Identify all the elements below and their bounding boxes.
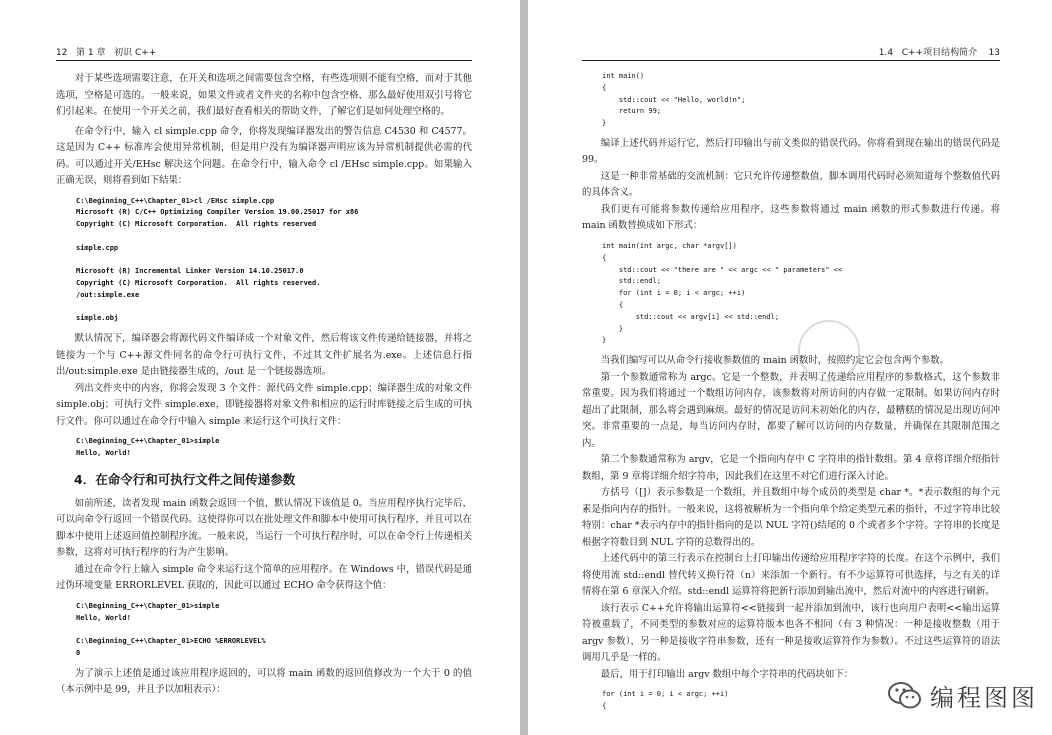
paragraph: 在命令行中，输入 cl simple.cpp 命令，你将发现编译器发出的警告信息 C4530 和 C4577。这是因为 C++ 标准库会使用异常机制，但是用户没有为编译器声明应该为异常机制提供必需的代码。可以通过开关/EHsc 解决这个问题。在命令行中，输入命令 cl /EHsc simple.cpp。如果输入正确无误，则将看到如下结果： — [56, 125, 472, 186]
left-page — [0, 0, 520, 735]
code-block: int main() { std::cout << "Hello, world!n"; return 99; } — [602, 72, 746, 128]
section-heading: 4．在命令行和可执行文件之间传递参数 — [74, 471, 296, 487]
paragraph: 这是一种非常基础的交流机制：它只允许传递整数值，脚本调用代码时必须知道每个整数值代码的具体含义。 — [582, 170, 1000, 199]
paragraph: 方括号（[]）表示参数是一个数组，并且数组中每个成员的类型是 char *。*表示数组的每个元素是指向内存的指针。一般来说，这将被解析为一个指向单个给定类型元素的指针，不过字符串比较特别：char *表示内存中的指针指向的是以 NUL 字符()结尾的 0 个或者多个字符。字符串的长度是根据字符数目到 NUL 字符的总数得出的。 — [582, 487, 1000, 548]
right-running-head — [582, 42, 1000, 61]
left-chapter-title: 初识 C++ — [114, 48, 157, 58]
right-page — [528, 0, 1052, 735]
paragraph: 第一个参数通常称为 argc。它是一个整数，并表明了传递给应用程序的参数格式，这个参数非常重要。因为我们将通过一个数组访问内存，该参数将对所访问的内存做一定限制。如果访问内存时超出了此限制，那么将会遇到麻烦。最好的情况是访问未初始化的内存，最糟糕的情况是出现访问冲突。非常重要的一点是，每当访问内存时，都要了解可以访问的内存数量，并确保在其限制范围之内。 — [582, 371, 1000, 449]
paragraph: 列出文件夹中的内容，你将会发现 3 个文件：源代码文件 simple.cpp；编译器生成的对象文件 simple.obj；可执行文件 simple.exe，即链接器将对象文件和相应的运行时库链接之后生成的可执行文件。你可以通过在命令行中输入 simple 来运行这个可执行文件： — [56, 382, 472, 427]
code-block: C:\Beginning_C++\Chapter_01>simple Hello, World! — [76, 437, 220, 458]
watermark — [888, 678, 1038, 713]
right-page-number: 13 — [988, 48, 1000, 58]
faint-stamp — [798, 320, 860, 382]
paragraph: 编译上述代码并运行它，然后打印输出与前文类似的错误代码。你将看到现在输出的错误代码是 99。 — [582, 137, 1000, 166]
paragraph: 该行表示 C++允许将输出运算符<<链接到一起并添加到流中，该行也向用户表明<<输出运算符被重载了，不同类型的参数对应的运算符版本也各不相同（有 3 种情况：一种是接收整数（用于 argv 参数），另一种是接收字符串参数，还有一种是接收运算符作为参数）。不过这些运算符的语法调用几乎是一样的。 — [582, 602, 1000, 664]
paragraph: 我们更有可能将参数传递给应用程序，这些参数将通过 main 函数的形式参数进行传递。将 main 函数替换成如下形式： — [582, 203, 1000, 232]
code-block: C:\Beginning_C++\Chapter_01>simple Hello, World! C:\Beginning_C++\Chapter_01>ECHO %ERRORLEVEL% 0 — [76, 601, 266, 658]
left-page-number: 12 — [56, 48, 68, 58]
code-block: C:\Beginning_C++\Chapter_01>cl /EHsc simple.cpp Microsoft (R) C/C++ Optimizing Compiler Version 19.00.25017 for x86 Copyright (C) Microsoft Corporation. All rights reserved simple.cpp Microsoft (R) Incremental Linker Version 14.10.25017.0 Copyright (C) Microsoft Corporation. All rights reserved. /out:simple.exe simple.obj — [76, 196, 359, 323]
watermark-text: 编程图图 — [930, 684, 1038, 712]
paragraph: 最后，用于打印输出 argv 数组中每个字符串的代码块如下： — [600, 668, 854, 680]
paragraph: 通过在命令行上输入 simple 命令来运行这个简单的应用程序。在 Windows 中，错误代码是通过伪环境变量 ERRORLEVEL 获取的，因此可以通过 ECHO 命令获得这个值： — [56, 563, 472, 592]
paragraph: 为了演示上述值是通过该应用程序返回的，可以将 main 函数的返回值修改为一个大于 0 的值（本示例中是 99，并且予以加粗表示）： — [56, 667, 472, 696]
left-running-head — [56, 42, 472, 61]
wechat-icon — [888, 681, 922, 711]
code-block: int main(int argc, char *argv[]) { std::cout << "there are " << argc << " parameters" << std::endl; for (int i = 0; i < argc; ++i) { std::cout << argv[i] << std::endl; } } — [602, 241, 843, 345]
paragraph: 如前所述，读者发现 main 函数会返回一个值，默认情况下该值是 0。当应用程序执行完毕后，可以向命令行返回一个错误代码。这使得你可以在批处理文件和脚本中使用可执行程序，并且可以在脚本中使用上述返回值控制程序流。一般来说，当运行一个可执行程序时，可以在命令行上传递相关参数，这将对可执行程序的行为产生影响。 — [56, 497, 472, 559]
code-block: for (int i = 0; i < argc; ++i) { — [602, 690, 729, 710]
paragraph: 对于某些选项需要注意，在开关和选项之间需要包含空格，有些选项则不能有空格，而对于其他选项，空格是可选的。一般来说，如果文件或者文件夹的名称中包含空格，那么最好使用双引号将它们引起来。在使用一个开关之前，我们最好查看相关的帮助文件，了解它们是如何处理空格的。 — [56, 73, 472, 117]
paragraph: 上述代码中的第三行表示在控制台上打印输出传递给应用程序字符的长度。在这个示例中，我们将使用流 std::endl 替代转义换行符（n）来添加一个新行。有不少运算符可供选择，与之有关的详情将在第 6 章深入介绍。std::endl 运算符将把新行添加到输出流中，然后对流中的内容进行刷新。 — [582, 553, 1000, 598]
paragraph: 当我们编写可以从命令行接收参数值的 main 函数时，按照约定它会包含两个参数。 — [600, 355, 950, 367]
paragraph: 默认情况下，编译器会将源代码文件编译成一个对象文件，然后将该文件传递给链接器，并将之链接为一个与 C++源文件同名的命令行可执行文件，不过其文件扩展名为.exe。上述信息行指出/out:simple.exe 是由链接器生成的，/out 是一个链接器选项。 — [56, 333, 472, 378]
right-section-title: C++项目结构简介 — [901, 48, 978, 58]
paragraph: 第二个参数通常称为 argv，它是一个指向内存中 C 字符串的指针数组。第 4 章将详细介绍指针数组，第 9 章将详细介绍字符串，因此我们在这里不对它们进行深入讨论。 — [582, 454, 1000, 482]
book-gutter — [520, 0, 528, 735]
right-section: 1.4 — [878, 48, 894, 58]
left-chapter: 第 1 章 — [76, 48, 106, 58]
